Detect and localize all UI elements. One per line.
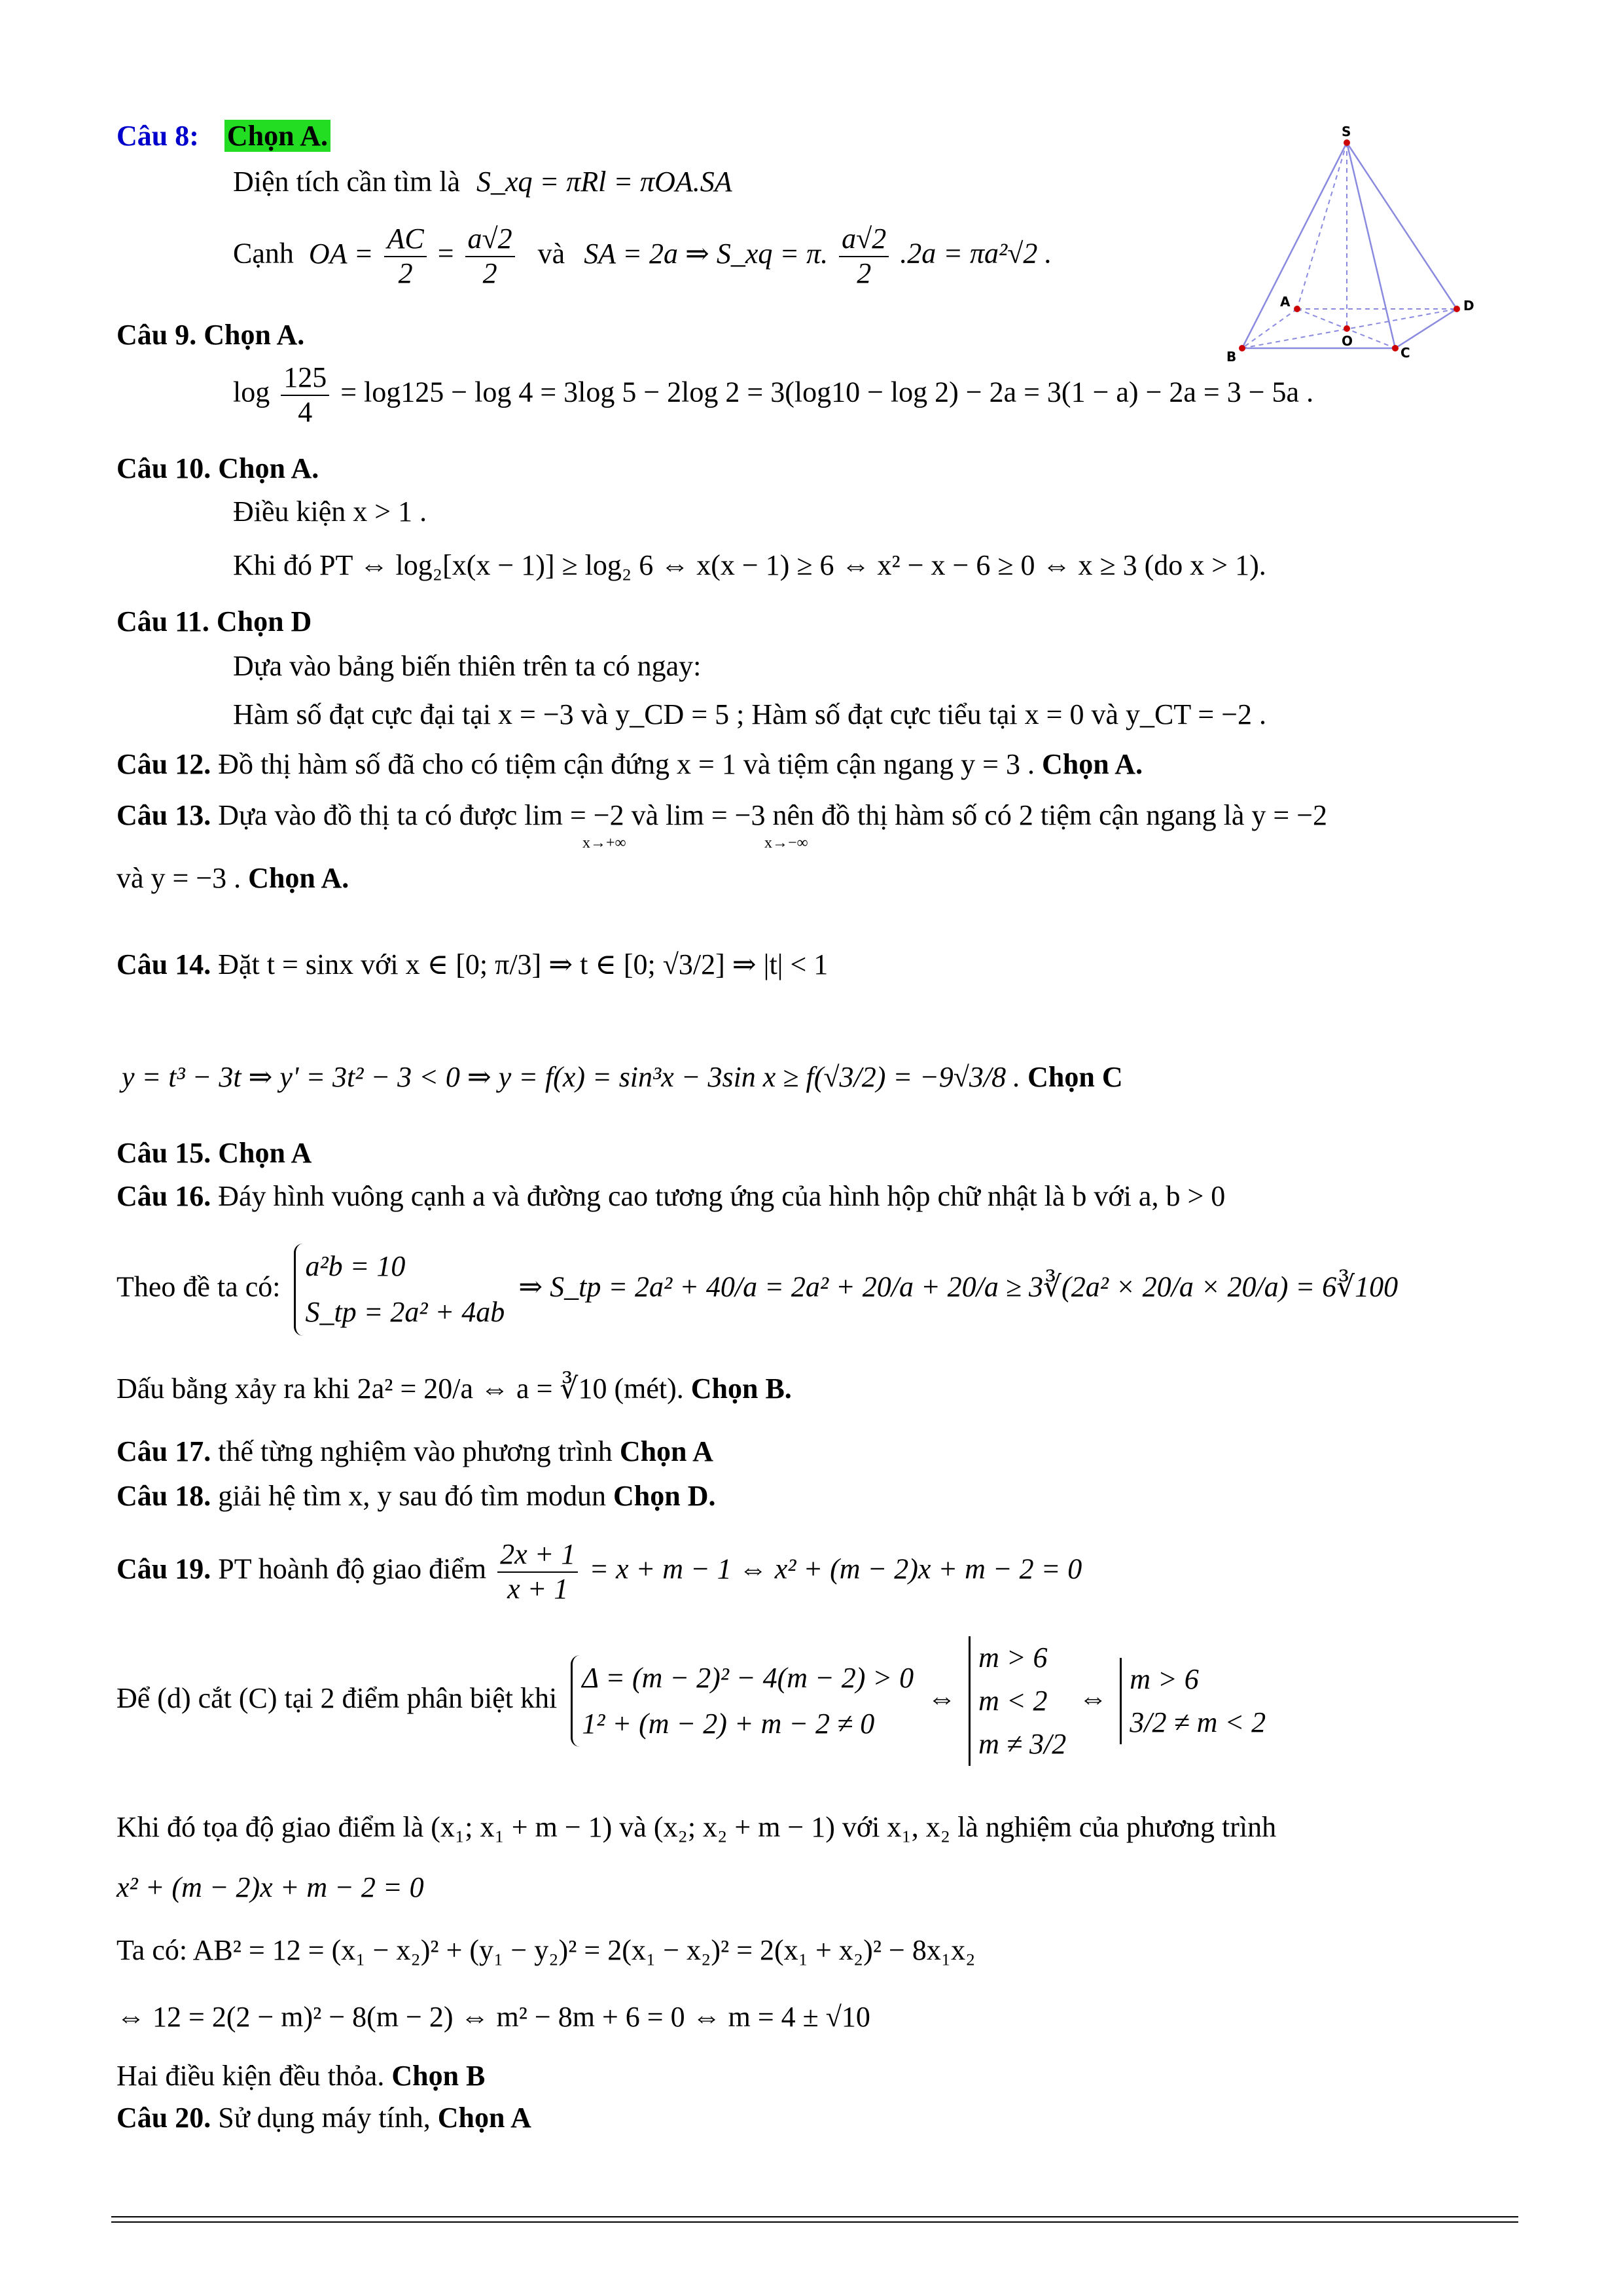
q17-text: thế từng nghiệm vào phương trình bbox=[218, 1435, 613, 1467]
label-s: S bbox=[1342, 124, 1351, 139]
q8-line2 bbox=[233, 223, 1052, 290]
q19-line4: x² + (m − 2)x + m − 2 = 0 bbox=[116, 1871, 424, 1903]
q8-and: và bbox=[537, 237, 565, 270]
q19-equiv2: ⇔ bbox=[1079, 1682, 1108, 1715]
label-d: D bbox=[1463, 298, 1474, 314]
q19-union1 bbox=[969, 1636, 1066, 1766]
q16-heading: Câu 16. bbox=[116, 1180, 211, 1212]
q19-sysB: 1² + (m − 2) + m − 2 ≠ 0 bbox=[582, 1708, 875, 1740]
q14-line2: y = t³ − 3t ⇒ y' = 3t² − 3 < 0 ⇒ y = f(x) = sin³x − 3sin x ≥ f(√3/2) = −9√3/8 . bbox=[122, 1061, 1021, 1093]
q16-row3 bbox=[116, 1374, 792, 1403]
q19-row7 bbox=[116, 2062, 485, 2090]
q20-heading: Câu 20. bbox=[116, 2102, 211, 2134]
q19-d2: 3/2 ≠ m < 2 bbox=[1130, 1706, 1266, 1738]
q14-row bbox=[116, 950, 828, 979]
q19-heading: Câu 19. bbox=[116, 1552, 211, 1585]
q19-line1-rest: = x + m − 1 ⇔ x² + (m − 2)x + m − 2 = 0 bbox=[589, 1552, 1082, 1585]
q8-frac2 bbox=[465, 223, 515, 290]
q16-line1: Đáy hình vuông cạnh a và đường cao tương ứng của hình hộp chữ nhật là b với a, b > 0 bbox=[218, 1180, 1226, 1212]
point-s bbox=[1344, 139, 1350, 146]
q8-eq: = bbox=[437, 237, 454, 270]
edge-sd bbox=[1347, 143, 1457, 309]
q16-system bbox=[294, 1244, 505, 1336]
q8-heading-row bbox=[116, 122, 330, 151]
q19-line5: Ta có: AB² = 12 = (x₁ − x₂)² + (y₁ − y₂)² = 2(x₁ − x₂)² = 2(x₁ + x₂)² − 8x₁x₂ bbox=[116, 1934, 976, 1966]
q8-line1 bbox=[233, 168, 732, 196]
q11-heading: Câu 11. Chọn D bbox=[116, 605, 312, 637]
q8-heading: Câu 8: bbox=[116, 120, 199, 152]
q13-row bbox=[116, 801, 1327, 830]
q16-row bbox=[116, 1182, 1225, 1211]
q16-row2 bbox=[116, 1244, 1398, 1336]
point-d bbox=[1454, 306, 1460, 312]
q9-frac-den: 4 bbox=[298, 395, 313, 428]
q13-choice: Chọn A. bbox=[248, 862, 349, 894]
q19-line1-pre: PT hoành độ giao điểm bbox=[218, 1552, 487, 1585]
q16-choice: Chọn B. bbox=[690, 1372, 792, 1405]
q19-frac bbox=[497, 1538, 578, 1605]
q16-line2-rest: ⇒ S_tp = 2a² + 40/a = 2a² + 20/a + 20/a ≥ 3∛(2a² × 20/a × 20/a) = 6∛100 bbox=[518, 1270, 1399, 1303]
q13-line2: và y = −3 . bbox=[116, 862, 241, 894]
q13-row2 bbox=[116, 864, 349, 893]
q19-union2 bbox=[1120, 1658, 1266, 1744]
q19-line7: Hai điều kiện đều thỏa. bbox=[116, 2060, 385, 2092]
q8-frac3-num: a√2 bbox=[839, 223, 889, 257]
q19-frac-num: 2x + 1 bbox=[497, 1538, 578, 1573]
q18-row bbox=[116, 1482, 715, 1511]
q9-frac-num: 125 bbox=[281, 361, 329, 396]
q16-sys2: S_tp = 2a² + 4ab bbox=[305, 1296, 505, 1329]
q17-choice: Chọn A bbox=[619, 1435, 713, 1467]
q19-row bbox=[116, 1538, 1082, 1605]
q8-oa: OA = bbox=[308, 237, 374, 270]
edge-sb bbox=[1242, 143, 1347, 348]
q18-choice: Chọn D. bbox=[613, 1480, 716, 1512]
q16-line3: Dấu bằng xảy ra khi 2a² = 20/a ⇔ a = ∛10 (mét). bbox=[116, 1372, 684, 1405]
label-c: C bbox=[1400, 345, 1410, 361]
point-c bbox=[1392, 345, 1399, 351]
q12-heading: Câu 12. bbox=[116, 748, 211, 780]
q16-sys1: a²b = 10 bbox=[305, 1250, 406, 1282]
q12-row bbox=[116, 750, 1143, 779]
label-a: A bbox=[1280, 294, 1291, 310]
q13-lim1: x→+∞ bbox=[582, 834, 626, 852]
q8-choice: Chọn A. bbox=[224, 120, 330, 152]
q20-text: Sử dụng máy tính, bbox=[218, 2102, 431, 2134]
q19-line3: Khi đó tọa độ giao điểm là (x₁; x₁ + m − 1) và (x₂; x₂ + m − 1) với x₁, x₂ là nghiệm của phương trình bbox=[116, 1811, 1277, 1843]
edge-sc bbox=[1347, 143, 1395, 348]
q9-frac bbox=[281, 361, 329, 429]
q10-heading: Câu 10. Chọn A. bbox=[116, 452, 319, 484]
q19-choice: Chọn B bbox=[391, 2060, 486, 2092]
point-o bbox=[1344, 325, 1350, 332]
edge-ab bbox=[1242, 309, 1297, 348]
q8-line1-text: Diện tích cần tìm là bbox=[233, 166, 460, 198]
q12-choice: Chọn A. bbox=[1042, 748, 1143, 780]
q19-line2-pre: Để (d) cắt (C) tại 2 điểm phân biệt khi bbox=[116, 1682, 558, 1715]
q8-line1-math: S_xq = πRl = πOA.SA bbox=[476, 166, 732, 198]
q14-choice: Chọn C bbox=[1027, 1061, 1123, 1093]
q12-text: Đồ thị hàm số đã cho có tiệm cận đứng x = 1 và tiệm cận ngang y = 3 . bbox=[218, 748, 1035, 780]
q10-line2: Khi đó PT ⇔ log₂[x(x − 1)] ≥ log₂ 6 ⇔ x(x − 1) ≥ 6 ⇔ x² − x − 6 ≥ 0 ⇔ x ≥ 3 (do x > 1). bbox=[233, 549, 1266, 581]
q15-heading: Câu 15. Chọn A bbox=[116, 1137, 312, 1169]
q9-rest: = log125 − log 4 = 3log 5 − 2log 2 = 3(log10 − log 2) − 2a = 3(1 − a) − 2a = 3 − 5a . bbox=[340, 376, 1314, 408]
q8-frac3-den: 2 bbox=[857, 257, 872, 289]
q19-row2 bbox=[116, 1636, 1271, 1766]
q9-line bbox=[233, 361, 1313, 429]
q20-choice: Chọn A bbox=[437, 2102, 531, 2134]
q8-frac1-den: 2 bbox=[398, 257, 413, 289]
edge-cd bbox=[1395, 309, 1457, 348]
footer-rule bbox=[111, 2216, 1518, 2223]
q11-line2: Hàm số đạt cực đại tại x = −3 và y_CD = 5 ; Hàm số đạt cực tiểu tại x = 0 và y_CT = −2 . bbox=[233, 698, 1267, 730]
q8-frac2-num: a√2 bbox=[465, 223, 515, 257]
label-o: O bbox=[1342, 333, 1353, 349]
point-b bbox=[1239, 345, 1245, 351]
q13-text: Dựa vào đồ thị ta có được lim = −2 và lim = −3 nên đồ thị hàm số có 2 tiệm cận ngang là y = −2 bbox=[218, 799, 1328, 831]
q14-line1: Đặt t = sinx với x ∈ [0; π/3] ⇒ t ∈ [0; √3/2] ⇒ |t| < 1 bbox=[218, 948, 829, 980]
q18-text: giải hệ tìm x, y sau đó tìm modun bbox=[218, 1480, 606, 1512]
q17-heading: Câu 17. bbox=[116, 1435, 211, 1467]
q19-c1: m > 6 bbox=[978, 1641, 1048, 1674]
q8-frac3 bbox=[839, 223, 889, 290]
q8-line2-text: Cạnh bbox=[233, 237, 294, 270]
q8-frac1-num: AC bbox=[384, 223, 426, 257]
q8-sa: SA = 2a ⇒ S_xq = π. bbox=[584, 237, 829, 270]
q11-line1: Dựa vào bảng biến thiên trên ta có ngay: bbox=[233, 650, 702, 682]
label-b: B bbox=[1226, 349, 1237, 365]
q9-heading: Câu 9. Chọn A. bbox=[116, 319, 305, 351]
q13-lim2: x→−∞ bbox=[764, 834, 808, 852]
q14-row2 bbox=[122, 1063, 1123, 1092]
q19-frac-den: x + 1 bbox=[507, 1572, 569, 1605]
q14-heading: Câu 14. bbox=[116, 948, 211, 980]
q19-c2: m < 2 bbox=[978, 1685, 1048, 1717]
q9-log: log bbox=[233, 376, 270, 408]
q10-line1: Điều kiện x > 1 . bbox=[233, 495, 427, 528]
q8-frac2-den: 2 bbox=[482, 257, 497, 289]
point-a bbox=[1294, 306, 1300, 312]
q13-heading: Câu 13. bbox=[116, 799, 211, 831]
q19-equiv1: ⇔ bbox=[927, 1682, 957, 1715]
q18-heading: Câu 18. bbox=[116, 1480, 211, 1512]
q19-d1: m > 6 bbox=[1130, 1663, 1199, 1695]
pyramid-figure bbox=[1224, 124, 1499, 373]
q20-row bbox=[116, 2104, 531, 2132]
q8-result: .2a = πa²√2 . bbox=[900, 237, 1052, 270]
q19-system bbox=[571, 1655, 914, 1748]
q19-c3: m ≠ 3/2 bbox=[978, 1728, 1067, 1760]
q17-row bbox=[116, 1437, 713, 1466]
q19-line6: ⇔ 12 = 2(2 − m)² − 8(m − 2) ⇔ m² − 8m + 6 = 0 ⇔ m = 4 ± √10 bbox=[116, 2001, 870, 2033]
q16-line2-pre: Theo đề ta có: bbox=[116, 1270, 281, 1303]
q8-frac1 bbox=[384, 223, 426, 290]
q19-sysA: Δ = (m − 2)² − 4(m − 2) > 0 bbox=[582, 1661, 914, 1694]
